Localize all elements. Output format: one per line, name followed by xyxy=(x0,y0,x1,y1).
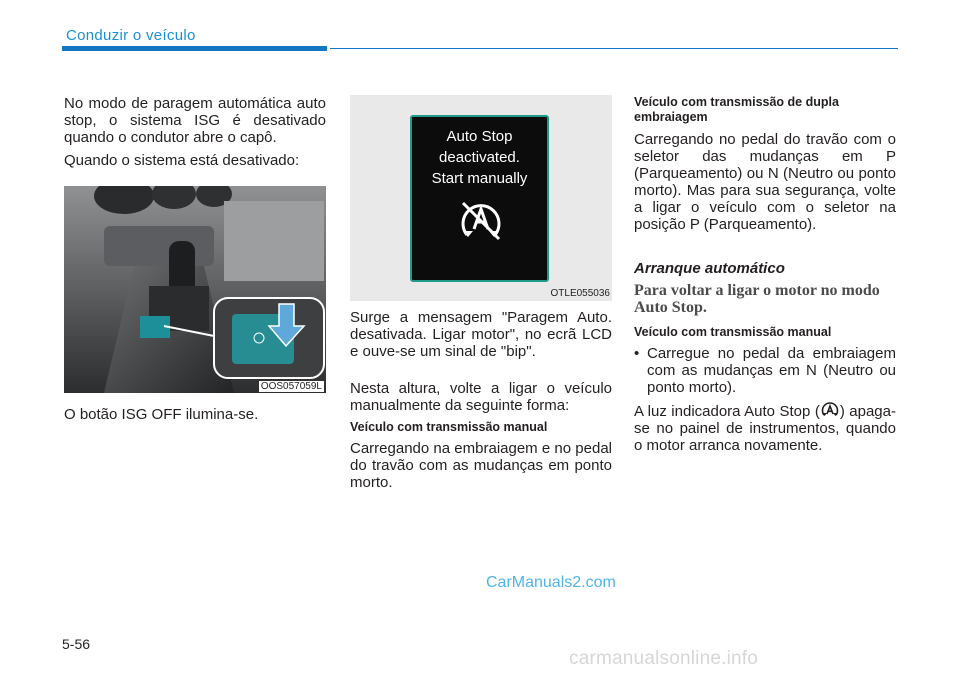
col3-paragraph-1: Carregando no pedal do travão com o seletor das mudanças em P (Parqueamento) ou N (Neutro ou ponto morto). Mas para sua segurança, volte a ligar o veículo com o seletor na posição P (Parqueamento). xyxy=(634,131,896,233)
col3-paragraph-2 xyxy=(634,402,896,454)
col3-paragraph-2-end: ) apaga-se no painel de instrumentos, quando o motor arranca novamente. xyxy=(634,403,896,454)
column-2 xyxy=(350,309,612,491)
header-rule-thick xyxy=(62,46,327,51)
figure-1-caption: OOS057059L xyxy=(260,381,322,392)
screen-line-2: deactivated. xyxy=(439,149,520,166)
auto-stop-icon xyxy=(820,402,840,418)
col3-subhead-1: Veículo com transmissão de dupla embraiagem xyxy=(634,95,839,124)
watermark[interactable]: CarManuals2.com xyxy=(486,574,616,591)
col2-paragraph-3: Carregando na embraiagem e no pedal do travão com as mudanças em ponto morto. xyxy=(350,440,612,491)
section-title: Conduzir o veículo xyxy=(66,27,196,44)
column-1-lower xyxy=(64,406,326,423)
console-illustration xyxy=(64,186,326,393)
footer-watermark[interactable]: carmanualsonline.info xyxy=(569,648,759,669)
cluster-screen xyxy=(410,115,549,282)
col2-paragraph-1: Surge a mensagem "Paragem Auto. desativada. Ligar motor", no ecrã LCD e ouve-se um sinal de "bip". xyxy=(350,309,612,360)
screen-message xyxy=(412,126,547,189)
cluster-message-figure xyxy=(350,95,612,301)
header-rule-thin xyxy=(330,48,898,49)
col3-paragraph-2-start: A luz indicadora Auto Stop ( xyxy=(634,403,820,420)
col1-paragraph-3: O botão ISG OFF ilumina-se. xyxy=(64,406,259,423)
screen-line-1: Auto Stop xyxy=(446,128,513,145)
col3-subhead-2: Veículo com transmissão manual xyxy=(634,325,832,339)
col3-bullet-text: Carregue no pedal da embraiagem com as mudanças em N (Neutro ou ponto morto). xyxy=(647,345,896,396)
col3-serif-heading: Para voltar a ligar o motor no modo Auto Stop. xyxy=(634,282,880,316)
col3-bullet-item xyxy=(634,345,896,396)
auto-stop-off-icon xyxy=(455,195,507,247)
col2-paragraph-2: Nesta altura, volte a ligar o veículo manualmente da seguinte forma: xyxy=(350,380,612,414)
isg-button-photo xyxy=(64,186,326,393)
col2-subhead: Veículo com transmissão manual xyxy=(350,420,548,434)
screen-line-3: Start manually xyxy=(431,170,528,187)
col1-paragraph-2: Quando o sistema está desativado: xyxy=(64,152,300,169)
col1-paragraph-1: No modo de paragem automática auto stop, o sistema ISG é desativado quando o condutor abre o capô. xyxy=(64,95,326,146)
bullet-dot: • xyxy=(634,345,640,362)
column-3 xyxy=(634,95,896,454)
column-1 xyxy=(64,95,326,169)
col3-heading: Arranque automático xyxy=(634,260,785,277)
figure-2-caption: OTLE055036 xyxy=(550,288,610,299)
page-number: 5-56 xyxy=(62,636,91,652)
